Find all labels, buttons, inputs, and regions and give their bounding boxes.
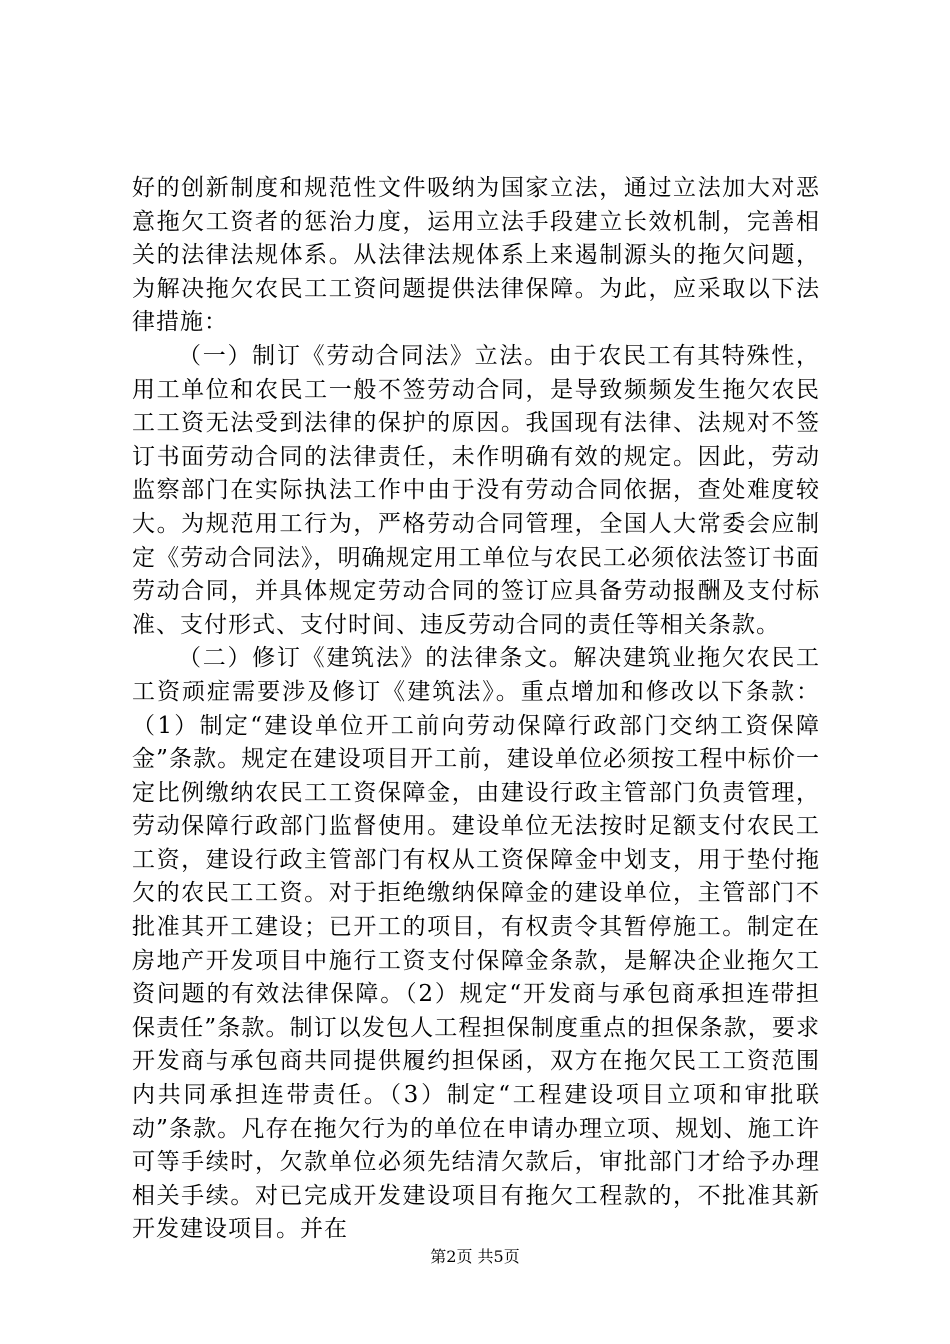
page-number-footer: 第2页 共5页 — [430, 1247, 520, 1266]
document-body — [132, 172, 820, 1247]
paragraph-labor-contract-law: （一）制订《劳动合同法》立法。由于农民工有其特殊性，用工单位和农民工一般不签劳动合同，是导致频频发生拖欠农民工工资无法受到法律的保护的原因。我国现有法律、法规对不签订书面劳动合同的法律责任，未作明确有效的规定。因此，劳动监察部门在实际执法工作中由于没有劳动合同依据，查处难度较大。为规范用工行为，严格劳动合同管理，全国人大常委会应制定《劳动合同法》，明确规定用工单位与农民工必须依法签订书面劳动合同，并具体规定劳动合同的签订应具备劳动报酬及支付标准、支付形式、支付时间、违反劳动合同的责任等相关条款。 — [132, 342, 820, 638]
paragraph-construction-law: （二）修订《建筑法》的法律条文。解决建筑业拖欠农民工工资顽症需要涉及修订《建筑法》。重点增加和修改以下条款：（1）制定“建设单位开工前向劳动保障行政部门交纳工资保障金”条款。规定在建设项目开工前，建设单位必须按工程中标价一定比例缴纳农民工工资保障金，由建设行政主管部门负责管理，劳动保障行政部门监督使用。建设单位无法按时足额支付农民工工资，建设行政主管部门有权从工资保障金中划支，用于垫付拖欠的农民工工资。对于拒绝缴纳保障金的建设单位，主管部门不批准其开工建设；已开工的项目，有权责令其暂停施工。制定在房地产开发项目中施行工资支付保障金条款，是解决企业拖欠工资问题的有效法律保障。（2）规定“开发商与承包商承担连带担保责任”条款。制订以发包人工程担保制度重点的担保条款，要求开发商与承包商共同提供履约担保函，双方在拖欠民工工资范围内共同承担连带责任。（3）制定“工程建设项目立项和审批联动”条款。凡存在拖欠行为的单位在申请办理立项、规划、施工许可等手续时，欠款单位必须先结清欠款后，审批部门才给予办理相关手续。对已完成开发建设项目有拖欠工程款的，不批准其新开发建设项目。并在 — [132, 645, 820, 1243]
paragraph-continuation: 好的创新制度和规范性文件吸纳为国家立法，通过立法加大对恶意拖欠工资者的惩治力度，运用立法手段建立长效机制，完善相关的法律法规体系。从法律法规体系上来遏制源头的拖欠问题，为解决拖欠农民工工资问题提供法律保障。为此，应采取以下法律措施： — [132, 175, 820, 336]
